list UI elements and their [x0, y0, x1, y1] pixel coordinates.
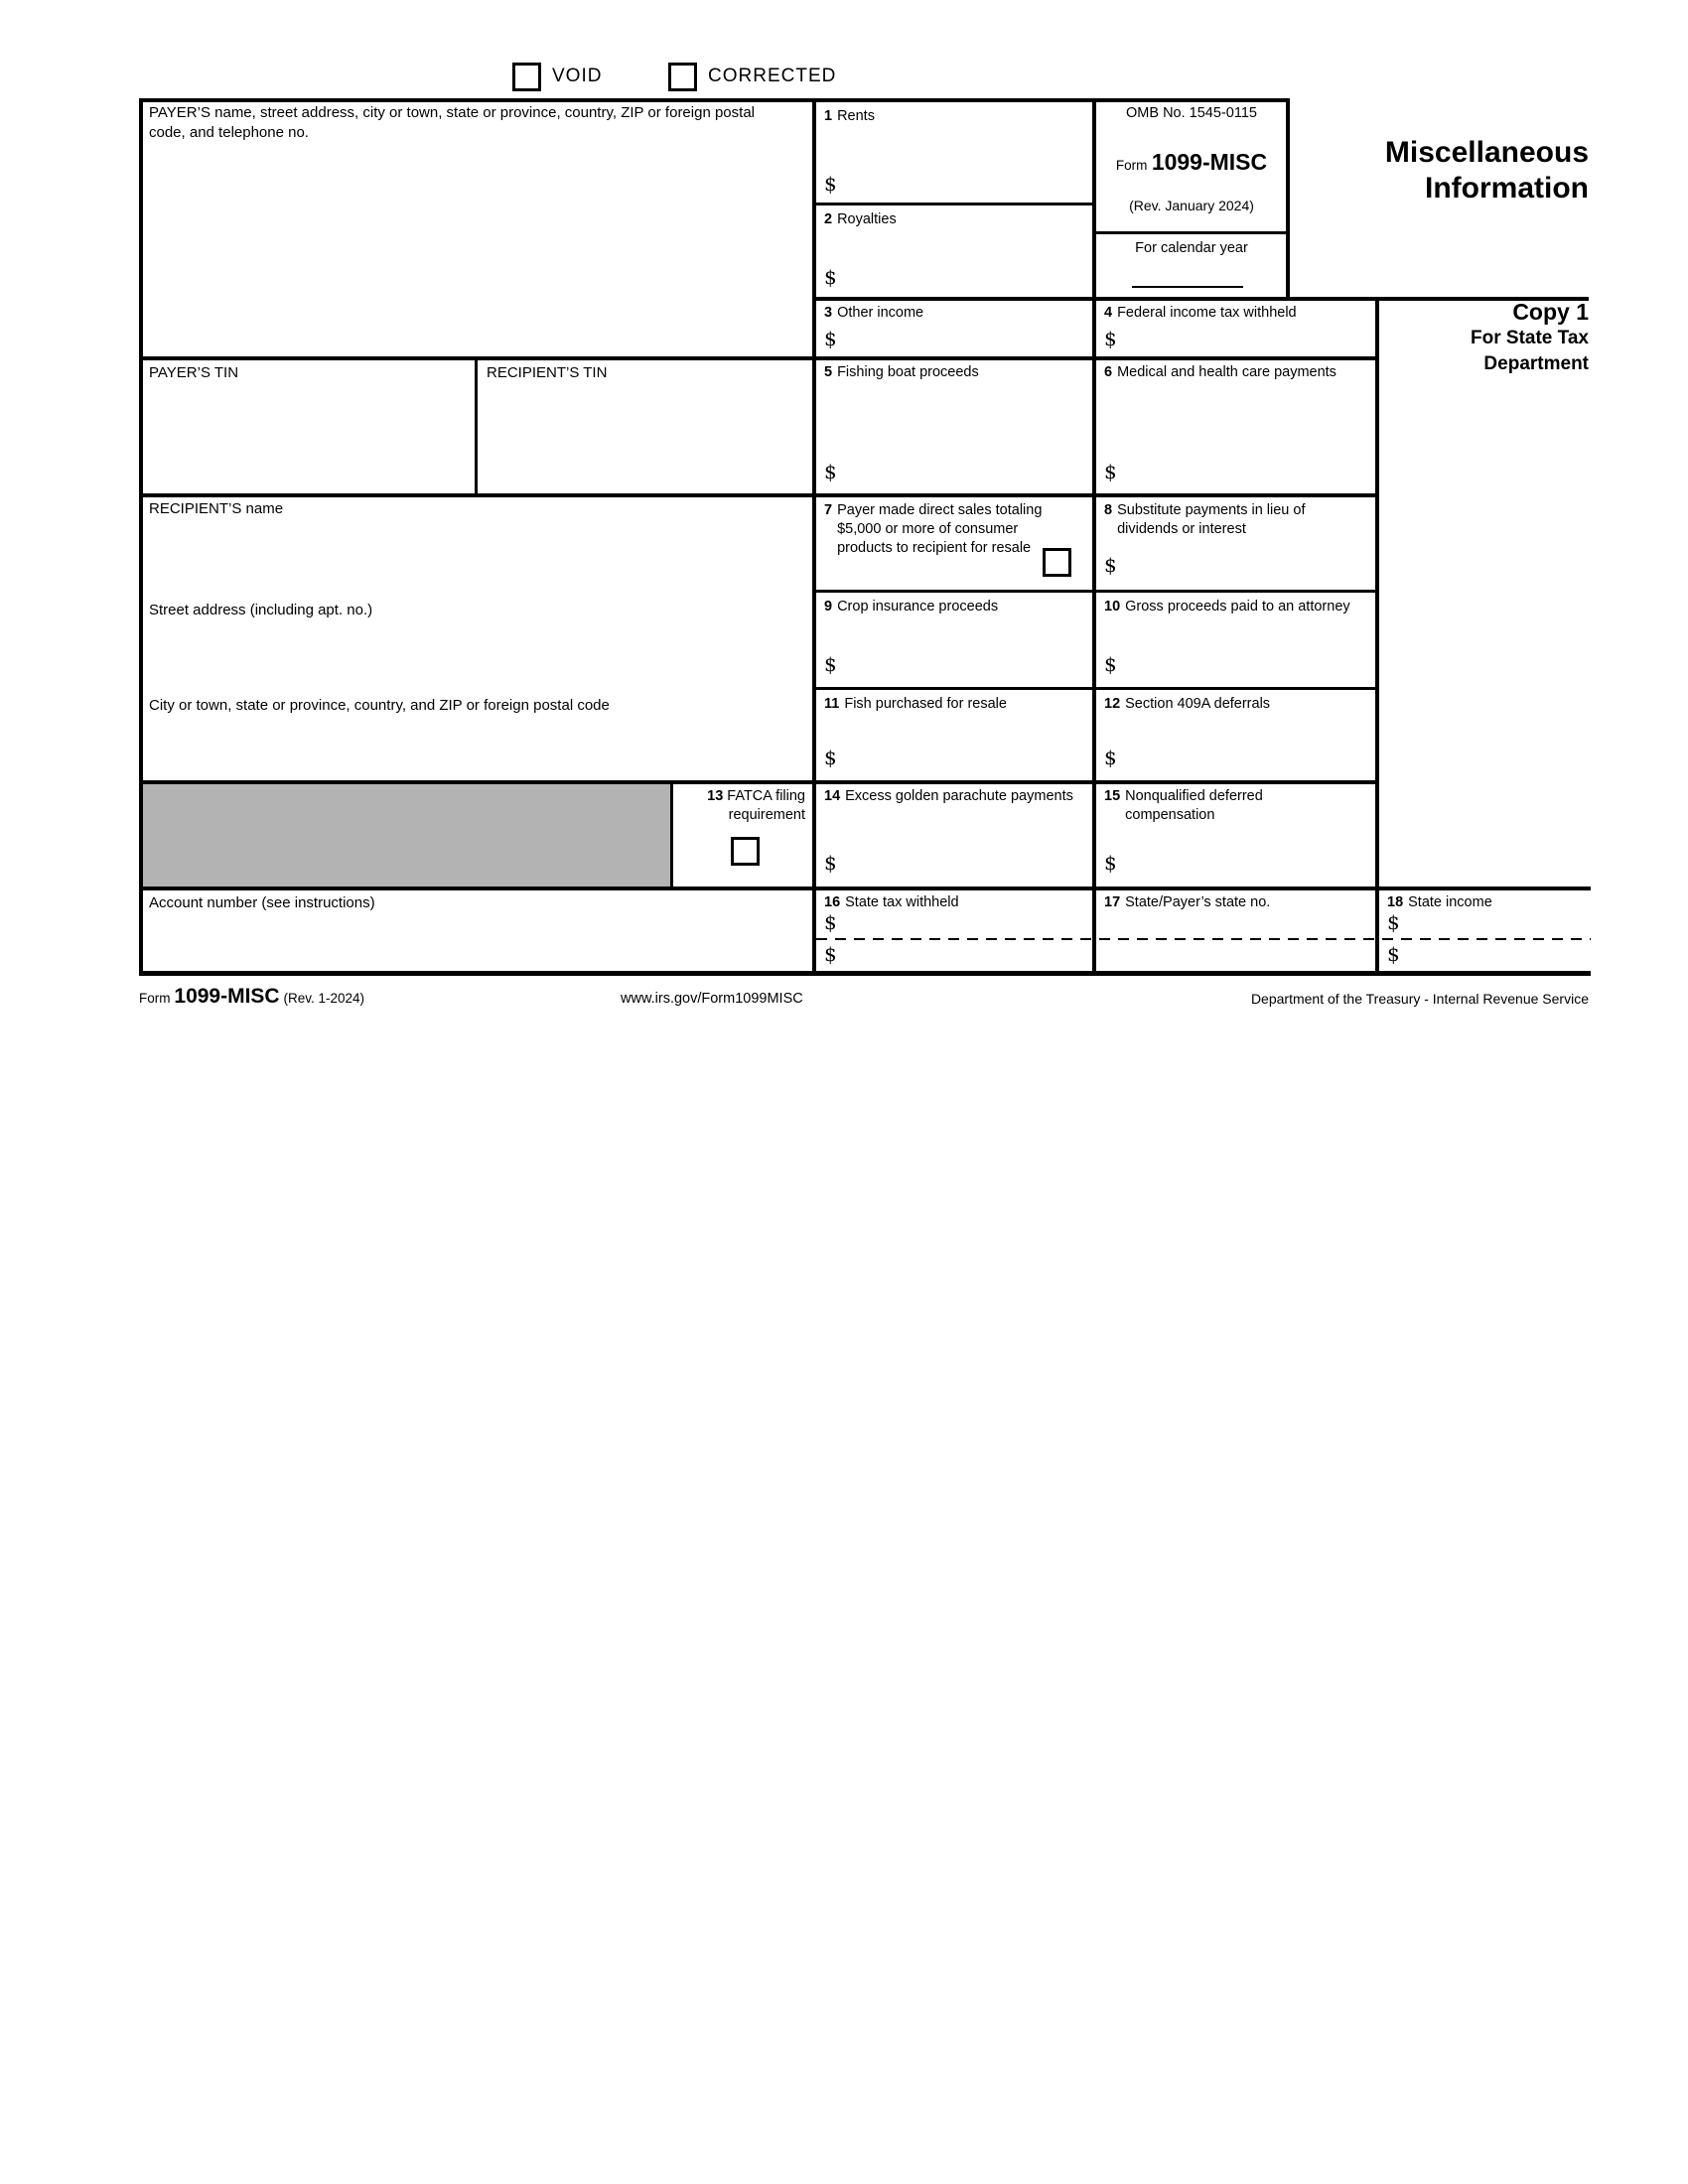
form-title [1142, 135, 1589, 206]
border-line [1092, 231, 1290, 234]
box-9-number: 9 [824, 599, 833, 614]
border-line [139, 493, 1379, 497]
footer-form-word: Form [139, 991, 171, 1006]
box-9-dollar: $ [824, 652, 837, 676]
box-16-dollar-bottom: $ [824, 942, 837, 966]
box-13-number: 13 [707, 788, 724, 804]
box-6-number: 6 [1104, 364, 1113, 380]
void-label: VOID [552, 66, 603, 86]
box-12-dollar: $ [1104, 746, 1117, 769]
footer-form-number: 1099-MISC [174, 985, 280, 1008]
border-line [475, 356, 478, 495]
border-line [814, 687, 1379, 690]
box-15-label: 15 Nonqualified deferred compensation [1104, 788, 1263, 823]
footer-irs-url: www.irs.gov/Form1099MISC [621, 991, 803, 1007]
box-14-dollar: $ [824, 851, 837, 875]
recipient-name-label: RECIPIENT’S name [149, 500, 284, 517]
box-10-number: 10 [1104, 599, 1121, 614]
box-2-label: 2 Royalties [824, 211, 897, 227]
border-line [814, 203, 1096, 205]
box-13-label: 13 FATCA filing requirement [707, 788, 805, 823]
border-line [670, 780, 673, 887]
box-16-dollar-top: $ [824, 910, 837, 934]
box-18-dollar-bottom: $ [1387, 942, 1400, 966]
box-17-label: 17 State/Payer’s state no. [1104, 894, 1271, 910]
border-line [139, 98, 1290, 102]
box-18-dollar-top: $ [1387, 910, 1400, 934]
box-10-label: 10 Gross proceeds paid to an attorney [1104, 599, 1350, 614]
box-5-number: 5 [824, 364, 833, 380]
box-12-number: 12 [1104, 696, 1121, 712]
street-address-label: Street address (including apt. no.) [149, 602, 373, 618]
box-3-label: 3 Other income [824, 305, 924, 321]
corrected-checkbox[interactable] [668, 63, 697, 91]
border-line [1375, 297, 1379, 976]
box-7-label: 7 Payer made direct sales totaling $5,000 or more of consumer products to recipient for resale [824, 502, 1043, 556]
copy-for-line2: Department [1483, 353, 1589, 374]
box-2-dollar: $ [824, 265, 837, 289]
box-1-dollar: $ [824, 172, 837, 196]
box-5-label: 5 Fishing boat proceeds [824, 364, 979, 380]
box-1-number: 1 [824, 108, 833, 124]
footer-form-id [139, 985, 364, 1009]
revision-label: (Rev. January 2024) [1129, 198, 1254, 213]
omb-number: OMB No. 1545-0115 [1126, 105, 1257, 121]
box-8-dollar: $ [1104, 553, 1117, 577]
box-16-label: 16 State tax withheld [824, 894, 959, 910]
border-line [812, 98, 816, 976]
box-17-number: 17 [1104, 894, 1121, 910]
box-6-label: 6 Medical and health care payments [1104, 364, 1336, 380]
box-18-number: 18 [1387, 894, 1404, 910]
box-11-dollar: $ [824, 746, 837, 769]
box-18-label: 18 State income [1387, 894, 1492, 910]
box-11-number: 11 [824, 696, 840, 712]
box-7-number: 7 [824, 502, 833, 518]
account-number-label: Account number (see instructions) [149, 894, 375, 911]
calendar-year-blank[interactable] [1132, 286, 1243, 288]
void-checkbox[interactable] [512, 63, 541, 91]
box-4-label: 4 Federal income tax withheld [1104, 305, 1297, 321]
form-title-line1: Miscellaneous [1384, 136, 1589, 169]
border-line [814, 590, 1379, 593]
border-line [139, 780, 1379, 784]
payer-info-label: PAYER’S name, street address, city or town, state or province, country, ZIP or foreign postal code, and telephone no. [149, 104, 755, 141]
box-9-label: 9 Crop insurance proceeds [824, 599, 999, 614]
payer-tin-label: PAYER’S TIN [149, 364, 239, 381]
box-10-dollar: $ [1104, 652, 1117, 676]
box-12-label: 12 Section 409A deferrals [1104, 696, 1271, 712]
shaded-unused-area [139, 780, 672, 887]
box-11-label: 11 Fish purchased for resale [824, 696, 1007, 712]
box-6-dollar: $ [1104, 460, 1117, 483]
box-14-number: 14 [824, 788, 841, 804]
box-14-label: 14 Excess golden parachute payments [824, 788, 1073, 804]
box-16-number: 16 [824, 894, 841, 910]
box-5-dollar: $ [824, 460, 837, 483]
box-4-number: 4 [1104, 305, 1113, 321]
box-8-label: 8 Substitute payments in lieu of dividends or interest [1104, 502, 1306, 537]
copy-for-line1: For State Tax [1471, 328, 1589, 348]
box-8-number: 8 [1104, 502, 1113, 518]
recipient-tin-label: RECIPIENT’S TIN [487, 364, 608, 381]
box-2-number: 2 [824, 211, 833, 227]
box-3-number: 3 [824, 305, 833, 321]
footer-department: Department of the Treasury - Internal Revenue Service [1250, 991, 1589, 1007]
box-15-dollar: $ [1104, 851, 1117, 875]
box-3-dollar: $ [824, 327, 837, 350]
border-line [139, 887, 1591, 890]
box-13-fatca-checkbox[interactable] [731, 837, 760, 866]
box-4-dollar: $ [1104, 327, 1117, 350]
state-row-dashed-divider [816, 938, 1591, 940]
box-15-number: 15 [1104, 788, 1121, 804]
form-number: 1099-MISC [1151, 149, 1268, 175]
city-label: City or town, state or province, country, and ZIP or foreign postal code [149, 697, 610, 714]
form-title-line2: Information [1425, 172, 1589, 205]
box-7-checkbox[interactable] [1043, 548, 1071, 577]
corrected-label: CORRECTED [708, 66, 837, 86]
border-line [139, 971, 1591, 976]
border-line [1092, 98, 1096, 976]
copy-number: Copy 1 [1512, 299, 1589, 325]
footer-revision: (Rev. 1-2024) [283, 991, 365, 1006]
calendar-year-label: For calendar year [1135, 240, 1248, 256]
border-line [139, 98, 143, 976]
form-word: Form [1115, 158, 1148, 173]
border-line [139, 356, 1379, 360]
box-1-label: 1 Rents [824, 108, 875, 124]
